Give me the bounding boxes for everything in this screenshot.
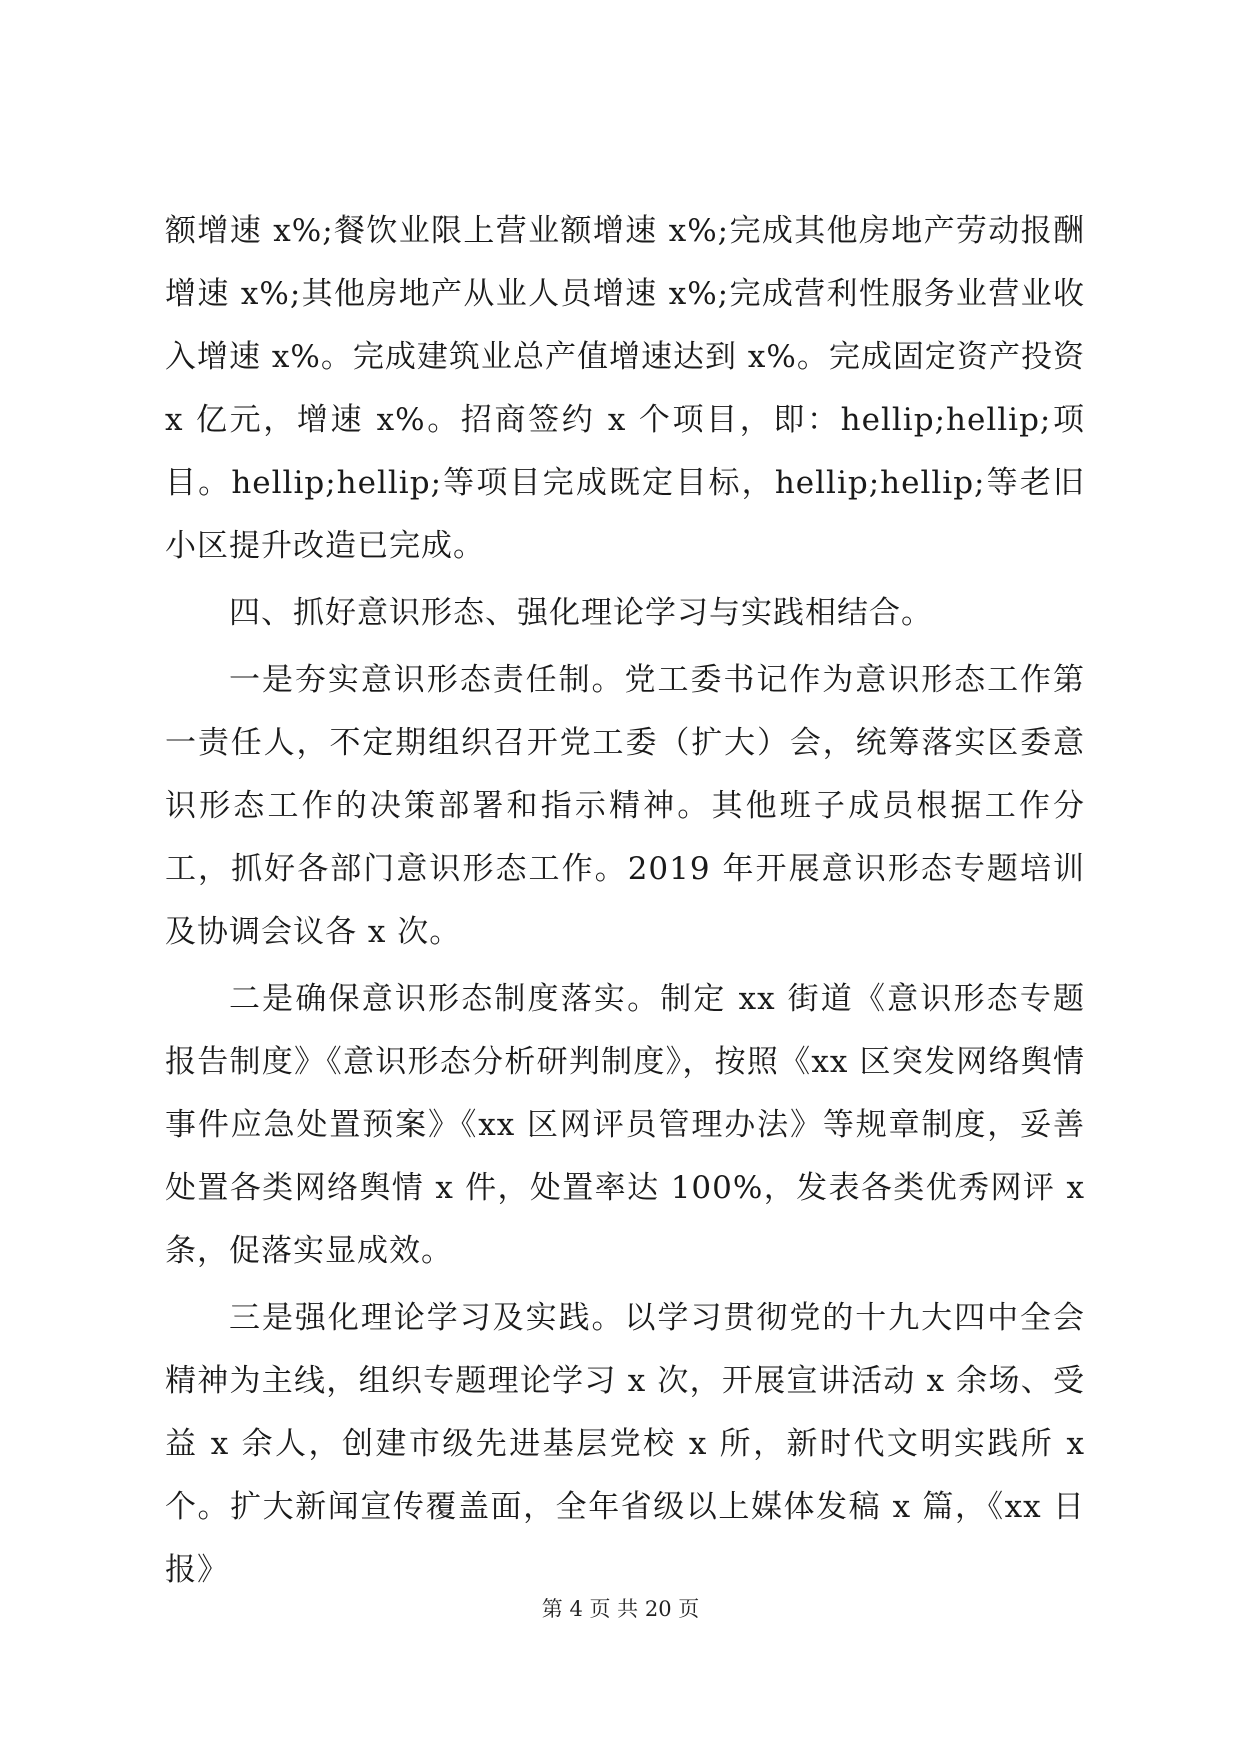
paragraph-1: 额增速 x%;餐饮业限上营业额增速 x%;完成其他房地产劳动报酬增速 x%;其他房地产从业人员增速 x%;完成营利性服务业营业收入增速 x%。完成建筑业总产值增速达到 x%。完成固定资产投资 x 亿元，增速 x%。招商签约 x 个项目，即：hellip;hellip;项目。hellip;hellip;等项目完成既定目标，hellip;hellip;等老旧小区提升改造已完成。: [165, 213, 1085, 564]
document-body: [165, 200, 1085, 1606]
paragraph-system: 二是确保意识形态制度落实。制定 xx 街道《意识形态专题报告制度》《意识形态分析研判制度》，按照《xx 区突发网络舆情事件应急处置预案》《xx 区网评员管理办法》等规章制度，妥善处置各类网络舆情 x 件，处置率达 100%，发表各类优秀网评 x 条，促落实显成效。: [165, 981, 1085, 1269]
section-heading-4: 四、抓好意识形态、强化理论学习与实践相结合。: [229, 595, 933, 631]
paragraph-responsibility: 一是夯实意识形态责任制。党工委书记作为意识形态工作第一责任人，不定期组织召开党工委（扩大）会，统筹落实区委意识形态工作的决策部署和指示精神。其他班子成员根据工作分工，抓好各部门意识形态工作。2019 年开展意识形态专题培训及协调会议各 x 次。: [165, 662, 1085, 950]
page-number-footer: 第 4 页 共 20 页: [541, 1597, 700, 1621]
paragraph-theory: 三是强化理论学习及实践。以学习贯彻党的十九大四中全会精神为主线，组织专题理论学习 x 次，开展宣讲活动 x 余场、受益 x 余人，创建市级先进基层党校 x 所，新时代文明实践所 x 个。扩大新闻宣传覆盖面，全年省级以上媒体发稿 x 篇，《xx 日报》: [165, 1300, 1085, 1588]
